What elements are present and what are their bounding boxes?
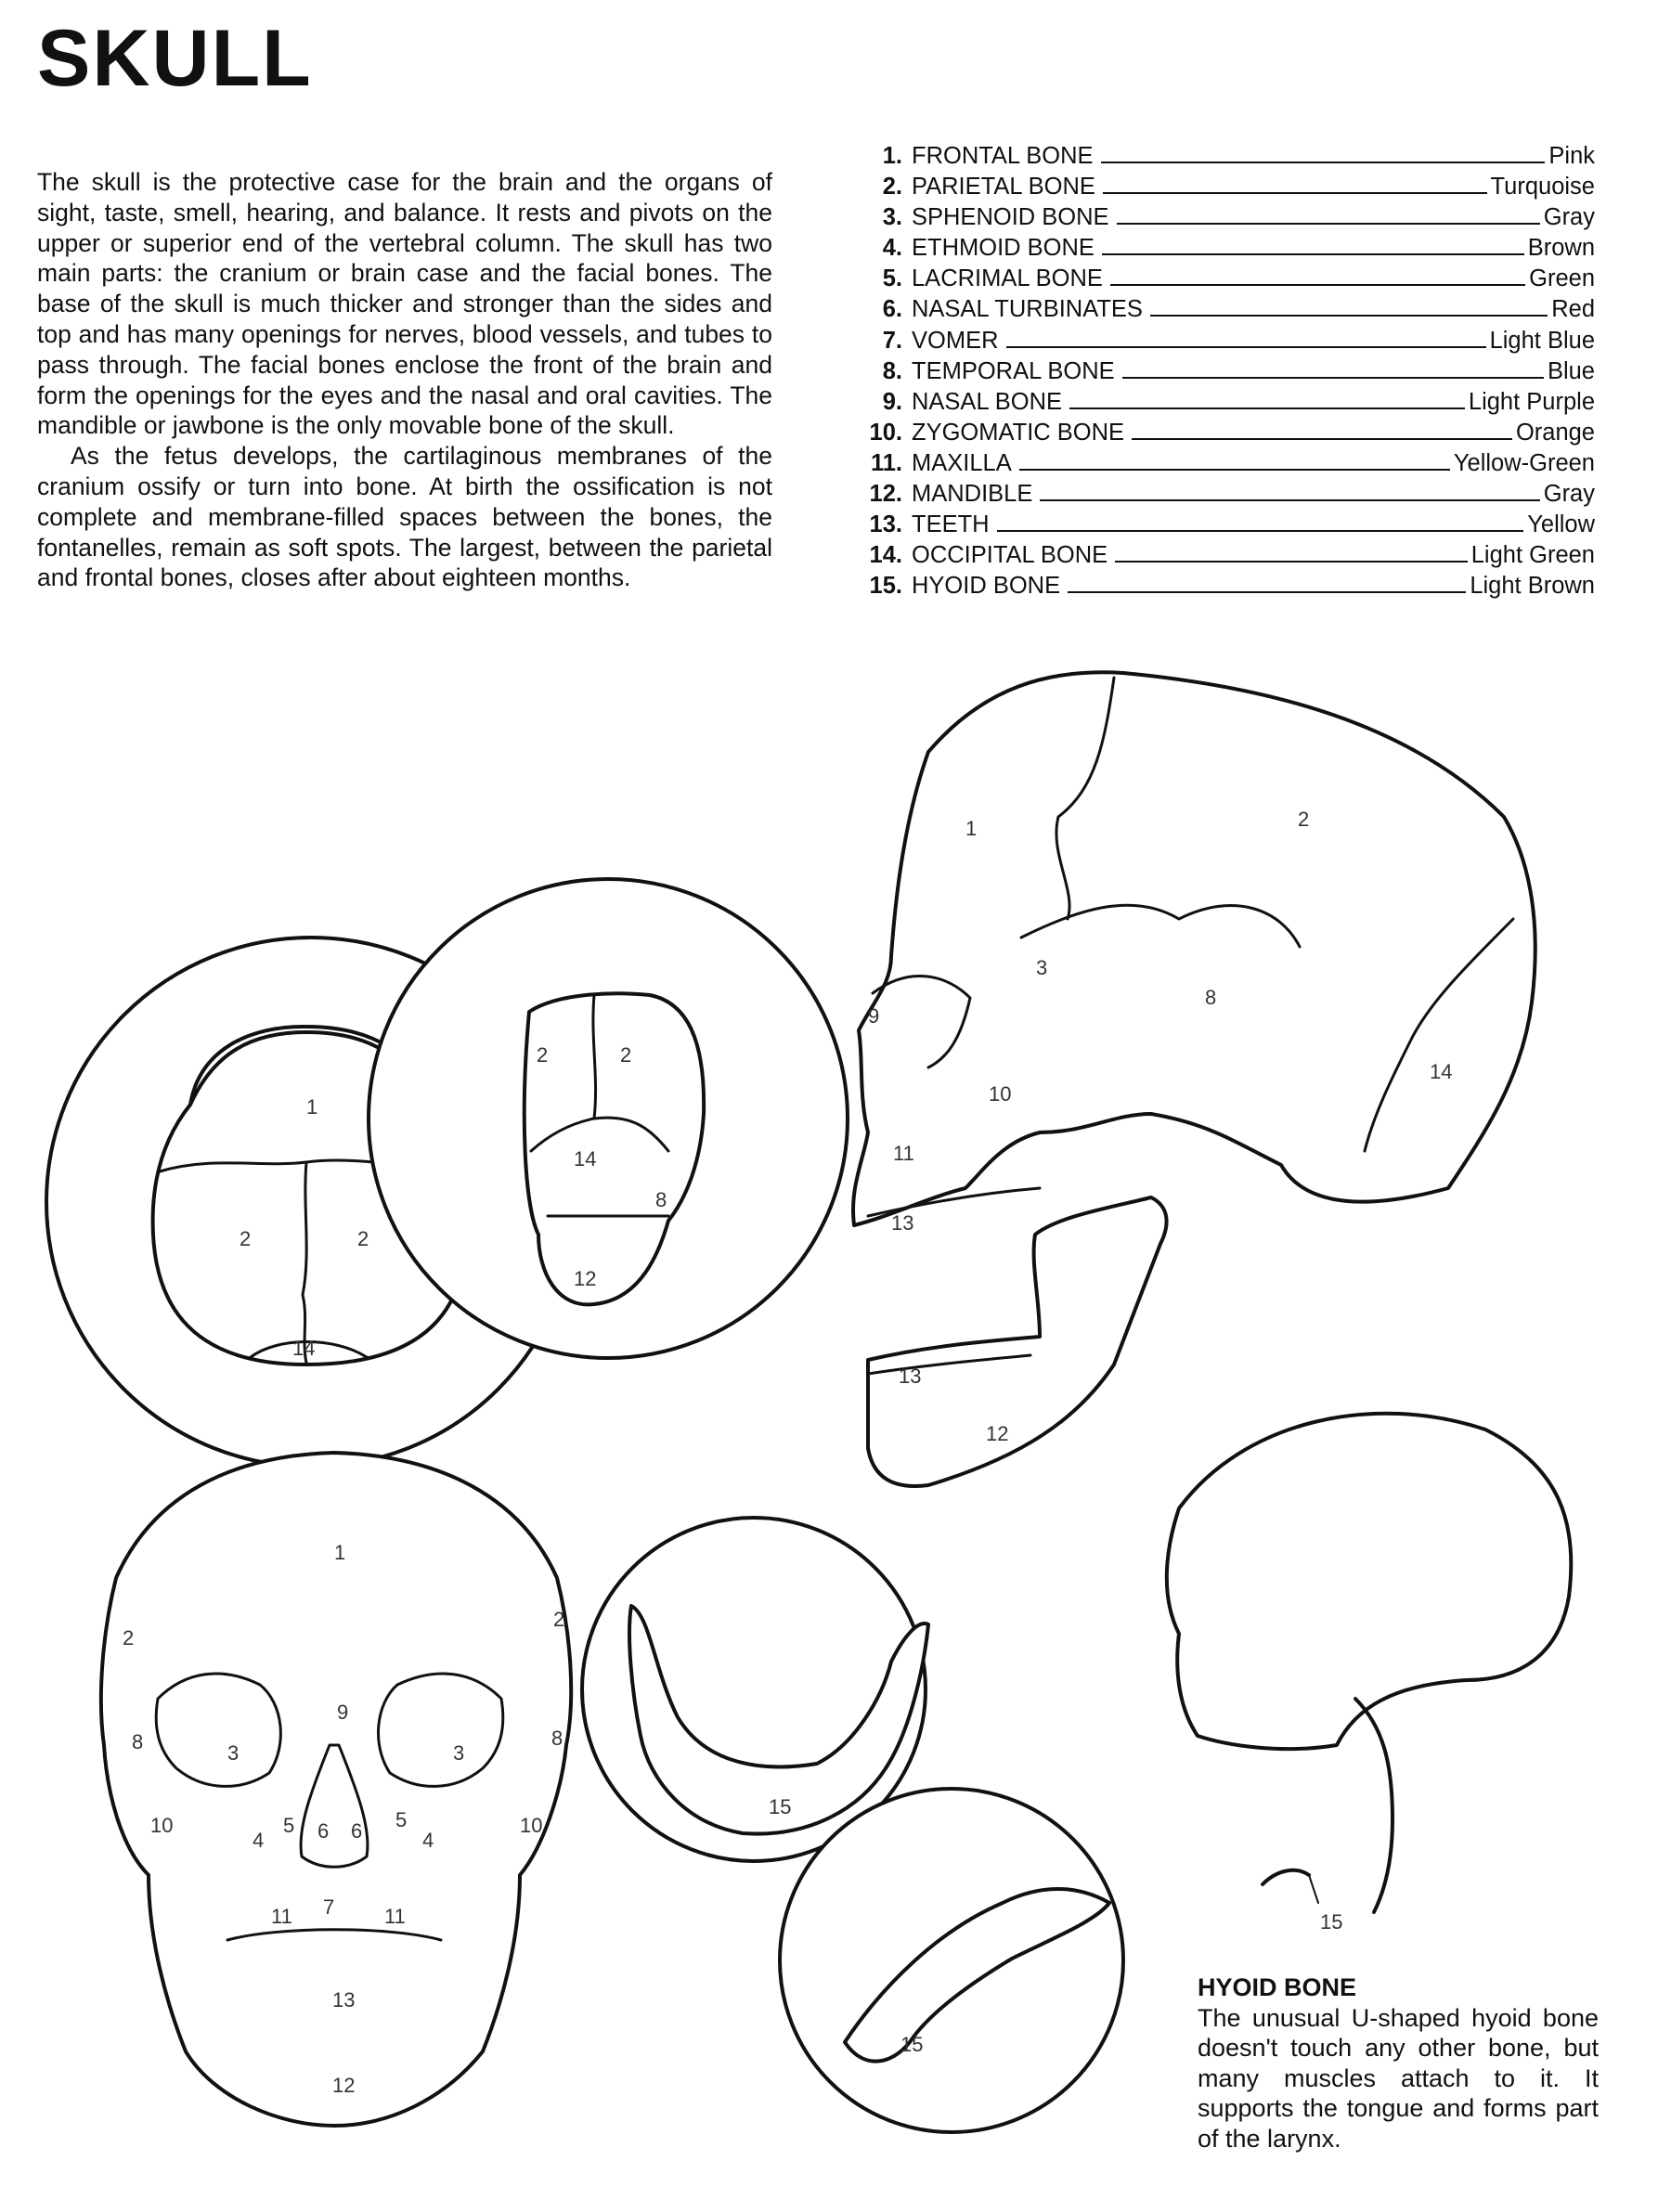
hyoid-heading: HYOID BONE [1198,1973,1357,2001]
label-4: 4 [253,1829,265,1852]
legend-number: 12. [869,481,902,508]
mandible-outline [868,1197,1167,1486]
label-11: 11 [271,1905,292,1928]
label-15: 15 [1320,1910,1343,1934]
legend-bone-name: ETHMOID BONE [912,235,1095,262]
label-6: 6 [351,1819,363,1843]
legend-color-name: Gray [1543,204,1595,231]
legend-number: 6. [882,296,902,323]
label-14: 14 [1430,1060,1453,1083]
skull-back-view [369,879,848,1358]
label-8: 8 [1205,986,1217,1009]
legend-number: 10. [869,419,902,446]
legend-bone-name: TEETH [912,511,990,538]
legend-bone-name: VOMER [912,327,999,354]
label-2: 2 [357,1227,369,1250]
legend-number: 11. [870,449,902,476]
mandible-view [868,1197,1167,1486]
legend-bone-name: NASAL TURBINATES [912,296,1143,323]
label-14: 14 [292,1337,316,1360]
legend-color-name: Yellow [1527,511,1595,538]
label-1: 1 [965,817,978,840]
legend-color-name: Light Brown [1470,573,1595,600]
legend-bone-name: MANDIBLE [912,481,1033,508]
legend-number: 7. [882,327,902,354]
label-10: 10 [520,1814,543,1837]
hyoid-text: The unusual U-shaped hyoid bone doesn't touch any other bone, but many muscles attach to it. It supports the tongue and forms part of the larynx. [1198,2003,1599,2153]
legend-number: 4. [882,235,902,262]
legend-bone-name: OCCIPITAL BONE [912,542,1108,569]
legend-bone-name: PARIETAL BONE [912,174,1095,201]
label-14: 14 [574,1147,597,1171]
legend-color-name: Light Blue [1489,327,1595,354]
label-8: 8 [132,1730,144,1753]
hyoid-side-view [780,1789,1123,2132]
hyoid-description [1198,1973,1599,2154]
legend-bone-name: NASAL BONE [912,388,1063,415]
legend-color-name: Light Purple [1468,388,1595,415]
hyoid-small [1263,1870,1309,1884]
cervical-spine [1355,1699,1392,1912]
skull-neck-view [1167,1414,1572,1934]
label-2: 2 [553,1608,565,1631]
label-8: 8 [551,1727,563,1750]
legend-color-name: Yellow-Green [1453,449,1595,476]
hyoid-leader-line [1309,1875,1318,1903]
legend-color-name: Gray [1543,481,1595,508]
label-2: 2 [620,1043,632,1067]
legend-number: 15. [869,573,902,600]
label-3: 3 [227,1741,240,1765]
neck-skull-outline [1167,1414,1572,1749]
label-12: 12 [574,1267,597,1290]
legend-number: 8. [882,357,902,384]
legend-number: 2. [882,174,902,201]
label-3: 3 [453,1741,465,1765]
label-10: 10 [989,1082,1012,1106]
label-9: 9 [868,1004,880,1028]
intro-paragraph-2: As the fetus develops, the cartilaginous membranes of the cranium ossify or turn into bone. At birth the ossification is not complete and membrane-filled spaces between the bones, the fontanelles, remain as soft spots. The largest, between the parietal and frontal bones, closes after about eighteen months. [37,442,772,592]
legend-number: 5. [882,265,902,292]
legend-bone-name: SPHENOID BONE [912,204,1109,231]
legend-number: 3. [882,204,902,231]
label-15: 15 [900,2033,924,2056]
label-8: 8 [655,1188,667,1211]
label-11: 11 [893,1142,914,1165]
legend-color-name: Light Green [1470,542,1595,569]
label-11: 11 [384,1905,406,1928]
legend-color-name: Brown [1527,235,1595,262]
label-10: 10 [150,1814,174,1837]
label-1: 1 [306,1095,318,1119]
legend-bone-name: MAXILLA [912,449,1012,476]
lateral-cranium-outline [853,672,1535,1225]
legend-color-name: Orange [1515,419,1595,446]
label-15: 15 [769,1795,792,1818]
legend-color-name: Turquoise [1490,174,1595,201]
skull-front-view [101,1453,571,2126]
label-12: 12 [332,2074,356,2097]
legend-color-name: Blue [1547,357,1595,384]
legend-bone-name: HYOID BONE [912,573,1061,600]
skull-lateral-view [853,672,1535,1235]
label-13: 13 [332,1988,356,2011]
label-12: 12 [986,1422,1009,1445]
legend-bone-name: ZYGOMATIC BONE [912,419,1125,446]
legend-number: 14. [869,542,902,569]
legend-number: 1. [882,143,902,169]
label-4: 4 [422,1829,434,1852]
legend-bone-name: LACRIMAL BONE [912,265,1103,292]
label-13: 13 [899,1365,922,1388]
label-7: 7 [323,1895,335,1919]
legend-number: 13. [869,511,902,538]
label-2: 2 [1298,808,1310,831]
label-5: 5 [395,1808,408,1831]
legend-bone-name: FRONTAL BONE [912,143,1094,169]
label-6: 6 [317,1819,330,1843]
label-13: 13 [891,1211,914,1235]
legend-color-name: Pink [1548,143,1595,169]
label-2: 2 [240,1227,252,1250]
intro-paragraph-1: The skull is the protective case for the brain and the organs of sight, taste, smell, hearing, and balance. It rests and pivots on the upper or superior end of the vertebral column. The skull has two main parts: the cranium or brain case and the facial bones. The base of the skull is much thicker and stronger than the sides and top and has many openings for nerves, blood vessels, and tubes to pass through. The facial bones enclose the front of the brain and form the openings for the eyes and the nasal and oral cavities. The mandible or jawbone is the only movable bone of the skull. [37,168,772,440]
label-2: 2 [537,1043,549,1067]
label-5: 5 [283,1814,295,1837]
label-3: 3 [1036,956,1048,979]
legend-number: 9. [882,388,902,415]
legend-color-name: Green [1529,265,1595,292]
legend-bone-name: TEMPORAL BONE [912,357,1115,384]
legend-color-name: Red [1551,296,1595,323]
label-9: 9 [337,1701,349,1724]
page-title: SKULL [37,14,313,103]
label-2: 2 [123,1626,135,1649]
label-1: 1 [334,1541,346,1564]
